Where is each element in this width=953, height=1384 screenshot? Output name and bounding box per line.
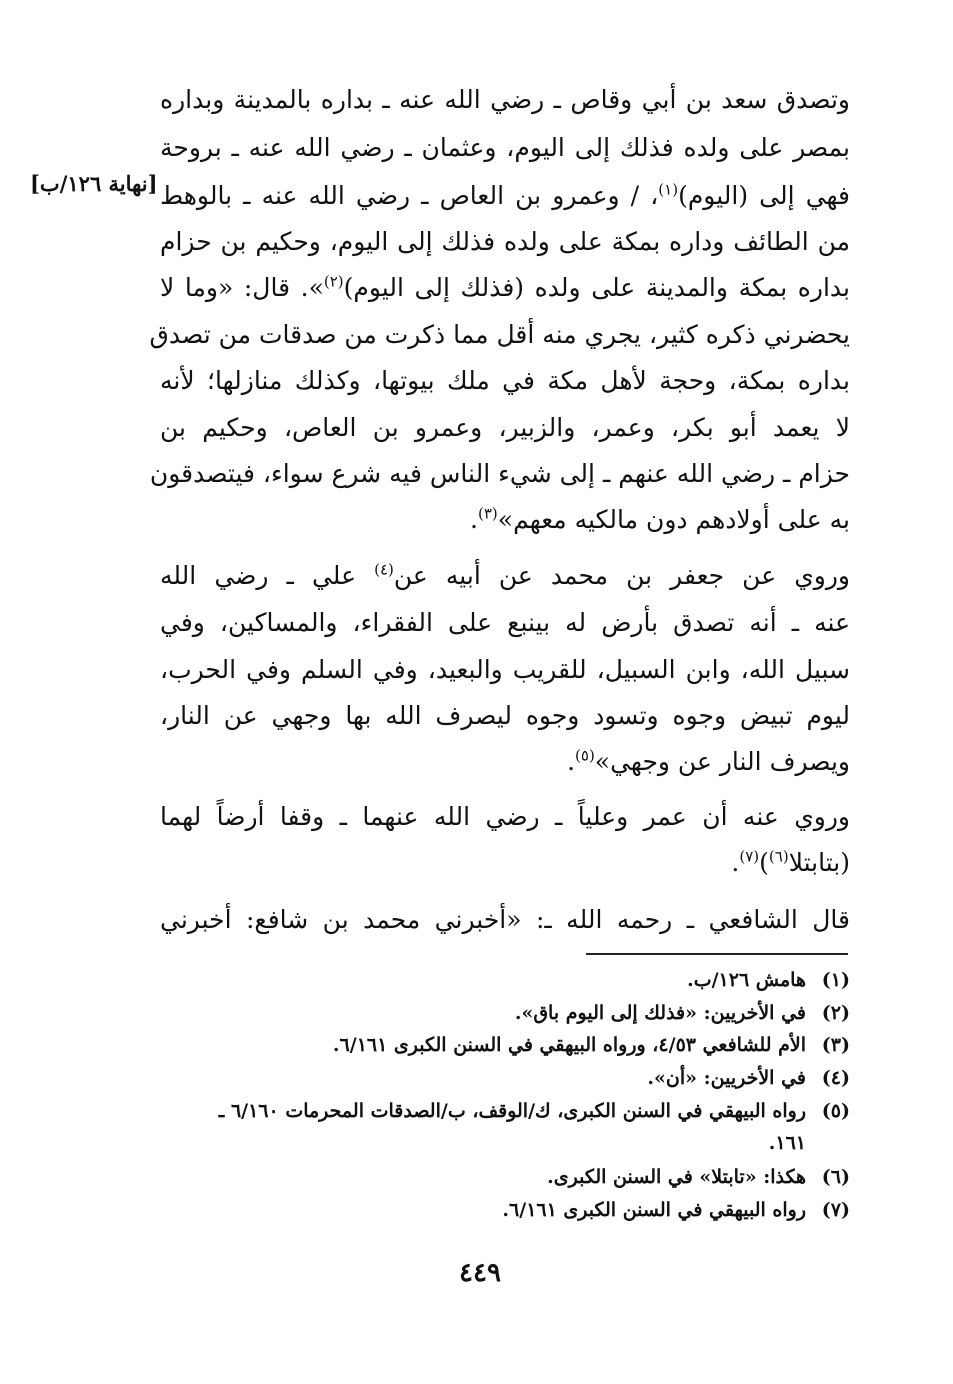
- footnote: [150, 965, 850, 995]
- text-line: [149, 454, 850, 494]
- text-line: [160, 222, 850, 262]
- footnote-text: هامش ١٢٦/ب.: [687, 969, 806, 991]
- line-text: بداره بمكة والمدينة على ولده (فذلك إلى اليوم): [343, 273, 850, 302]
- line-text: يحضرني ذكره كثير، يجري منه أقل مما ذكرت من صدقات من تصدق: [149, 320, 850, 349]
- footnote-text: هكذا: «تابتلا» في السنن الكبرى.: [547, 1166, 806, 1188]
- text-line: [160, 500, 850, 540]
- line-text: من الطائف وداره بمكة على ولده فذلك إلى اليوم، وحكيم بن حزام: [160, 227, 850, 256]
- line-text: وروي عن جعفر بن محمد عن أبيه عن: [393, 561, 851, 590]
- text-line: [160, 128, 850, 168]
- footnote-ref[interactable]: (٧): [739, 847, 760, 866]
- footnote-number: (٥): [821, 1100, 850, 1122]
- line-text: (بتابتلا: [788, 848, 850, 877]
- footnote-ref[interactable]: (٤): [374, 560, 394, 579]
- line-text: به على أولادهم دون مالكيه معهم»: [497, 505, 850, 534]
- line-text: قال الشافعي ـ رحمه الله ـ: «أخبرني محمد بن شافع: أخبرني: [160, 905, 850, 934]
- footnote: [150, 1162, 850, 1192]
- text-line: [160, 556, 850, 596]
- line-text: حزام ـ رضي الله عنهم ـ إلى شيء الناس فيه شرع سواء، فيتصدقون: [149, 459, 850, 488]
- margin-note: [نهاية ١٢٦/ب]: [30, 171, 158, 196]
- footnote: [150, 1063, 850, 1093]
- line-text: ويصرف النار عن وجهي»: [594, 747, 850, 776]
- line-text: ». قال: «وما لا: [160, 273, 324, 302]
- text-line: [160, 742, 850, 782]
- line-text: بداره بمكة، وحجة لأهل مكة في ملك بيوتها، وكذلك منازلها؛ لأنه: [160, 366, 850, 395]
- line-text: سبيل الله، وابن السبيل، للقريب والبعيد، وفي السلم وفي الحرب،: [160, 655, 850, 684]
- line-text: فهي إلى (اليوم): [678, 181, 851, 210]
- footnote-ref[interactable]: (٦): [768, 847, 789, 866]
- footnote-text: الأم للشافعي ٤/٥٣، ورواه البيهقي في السنن الكبرى ٦/١٦١.: [332, 1034, 806, 1056]
- page-number: ٤٤٩: [459, 1258, 501, 1288]
- footnote-text: رواه البيهقي في السنن الكبرى ٦/١٦١.: [502, 1199, 806, 1221]
- footnote-ref[interactable]: (٣): [478, 504, 498, 523]
- footnote-ref[interactable]: (٢): [323, 272, 344, 291]
- line-text: وروي عنه أن عمر وعلياً ـ رضي الله عنهما ـ وقفا أرضاً لهما: [160, 802, 850, 831]
- line-text: .: [567, 747, 576, 776]
- footnote: [150, 1096, 850, 1126]
- footnote-text: رواه البيهقي في السنن الكبرى، ك/الوقف، ب/الصدقات المحرمات ٦/١٦٠ ـ: [218, 1100, 806, 1122]
- footnote: [150, 998, 850, 1028]
- line-text: علي ـ رضي الله: [160, 561, 375, 590]
- footnote-text: في الأخريين: «أن».: [647, 1067, 806, 1089]
- footnote-ref[interactable]: (٥): [575, 746, 595, 765]
- line-text: عنه ـ أنه تصدق بأرض له بينبع على الفقراء، والمساكين، وفي: [160, 608, 850, 637]
- line-text: ): [759, 848, 769, 877]
- footnote-continuation: [150, 1128, 850, 1158]
- footnote-divider: [586, 953, 848, 955]
- footnote-ref[interactable]: (١): [658, 180, 679, 199]
- footnote: [150, 1195, 850, 1225]
- line-text: ، / وعمرو بن العاص ـ رضي الله عنه ـ بالوهط: [160, 181, 659, 210]
- line-text: .: [731, 848, 740, 877]
- line-text: لا يعمد أبو بكر، وعمر، والزبير، وعمرو بن العاص، وحكيم بن: [160, 413, 850, 442]
- text-line: [149, 315, 850, 355]
- footnote-number: (٣): [821, 1034, 850, 1056]
- text-line: [160, 268, 850, 308]
- text-line: [160, 176, 850, 216]
- footnote-text: ١٦١.: [768, 1132, 806, 1154]
- line-text: بمصر على ولده فذلك إلى اليوم، وعثمان ـ رضي الله عنه ـ بروحة: [160, 133, 850, 162]
- footnote-number: (٦): [821, 1166, 850, 1188]
- footnote-number: (٧): [821, 1199, 850, 1221]
- text-line: [160, 408, 850, 448]
- footnote: [150, 1030, 850, 1060]
- text-line: [160, 80, 850, 120]
- footnote-number: (١): [821, 969, 850, 991]
- text-line: [160, 843, 850, 883]
- line-text: ليوم تبيض وجوه وتسود وجوه ليصرف الله بها وجهي عن النار،: [160, 701, 850, 730]
- footnote-number: (٢): [821, 1002, 850, 1024]
- text-line: [160, 696, 850, 736]
- text-line: [160, 797, 850, 837]
- text-line: [160, 650, 850, 690]
- text-line: [160, 603, 850, 643]
- footnote-number: (٤): [821, 1067, 850, 1089]
- line-text: .: [470, 505, 478, 534]
- text-line: [160, 361, 850, 401]
- footnote-text: في الأخريين: «فذلك إلى اليوم باق».: [514, 1002, 806, 1024]
- line-text: وتصدق سعد بن أبي وقاص ـ رضي الله عنه ـ بداره بالمدينة وبداره: [160, 85, 850, 114]
- text-line: [160, 900, 850, 940]
